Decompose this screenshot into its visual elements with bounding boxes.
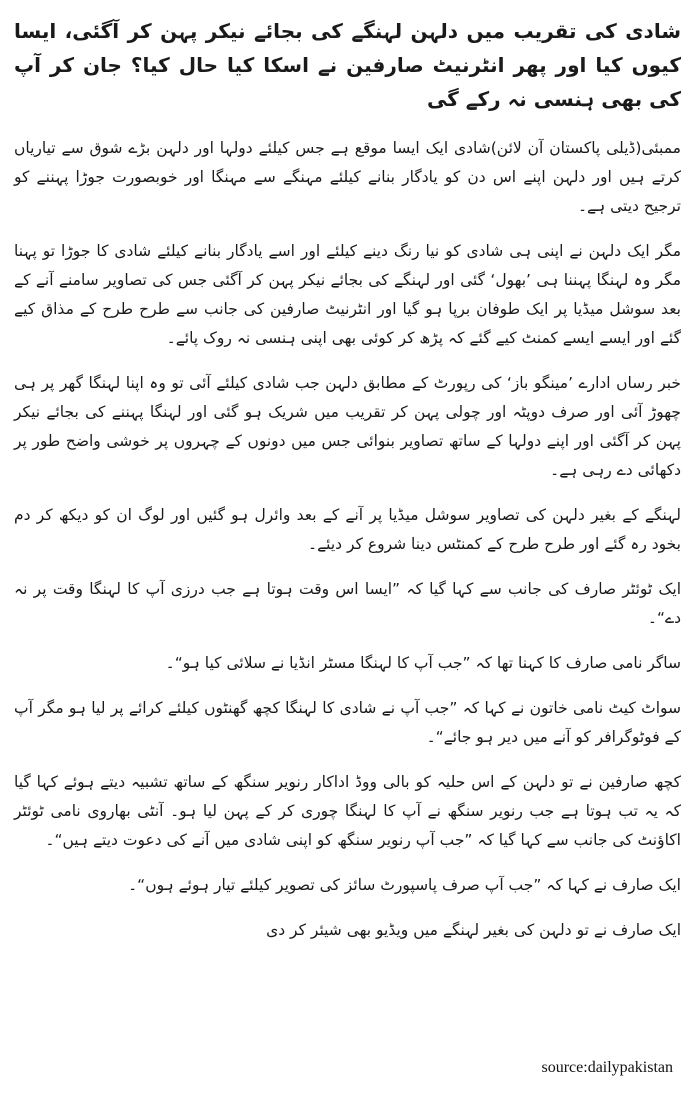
article-paragraph-7: سواٹ کیٹ نامی خاتون نے کہا کہ ”جب آپ نے شادی کا لہنگا کچھ گھنٹوں کیلئے کرائے پر لیا ہو مگر آپ کے فوٹوگرافر کو آنے میں دیر ہو جائے“۔	[14, 699, 681, 746]
article-paragraph-5: ایک ٹوئٹر صارف کی جانب سے کہا گیا کہ ”ایسا اس وقت ہوتا ہے جب درزی آپ کا لہنگا وقت پر نہ دے“۔	[14, 580, 681, 627]
article-paragraph-1: ممبئی(ڈیلی پاکستان آن لائن)شادی ایک ایسا موقع ہے جس کیلئے دولہا اور دلہن بڑے شوق سے تیاریاں کرتے ہیں اور دلہن اپنے اس دن کو یادگار بنانے کیلئے مہنگے سے مہنگا اور خوبصورت جوڑا پہننے کو ترجیح دیتی ہے۔	[14, 139, 681, 215]
source-credit: source:dailypakistan	[541, 1059, 673, 1076]
article-headline: شادی کی تقریب میں دلہن لہنگے کی بجائے نیکر پہن کر آگئی، ایسا کیوں کیا اور پھر انٹرنیٹ صارفین نے اسکا کیا حال کیا؟ جان کر آپ کی بھی ہنسی نہ رکے گی	[14, 19, 681, 111]
article-paragraph-2: مگر ایک دلہن نے اپنی ہی شادی کو نیا رنگ دینے کیلئے اور اسے یادگار بنانے کیلئے شادی کا جوڑا تو پہنا مگر وہ لہنگا پہننا ہی ’بھول‘ گئی اور لہنگے کی بجائے نیکر پہن کر آگئی جس کی تصاویر سامنے آنے کے بعد سوشل میڈیا پر ایک طوفان برپا ہو گیا اور انٹرنیٹ صارفین کی جانب سے طرح طرح کے مذاق کیے گئے اور ایسے ایسے کمنٹ کیے گئے کہ پڑھ کر کوئی بھی اپنی ہنسی نہ روک پائے۔	[14, 242, 681, 347]
article-paragraph-6: ساگر نامی صارف کا کہنا تھا کہ ”جب آپ کا لہنگا مسٹر انڈیا نے سلائی کیا ہو“۔	[165, 654, 681, 672]
article-paragraph-3: خبر رساں ادارے ’مینگو باز‘ کی رپورٹ کے مطابق دلہن جب شادی کیلئے آئی تو وہ اپنا لہنگا گھر پر ہی چھوڑ آئی اور صرف دوپٹہ اور چولی پہن کر تقریب میں شریک ہو گئی اور لہنگا پہننے کی بجائے نیکر پہن کر آگئی اور اپنے دولہا کے ساتھ تصاویر بنوائی جس میں دونوں کے چہروں پر خوشی واضح طور پر دکھائی دے رہی ہے۔	[14, 374, 681, 479]
article-paragraph-4: لہنگے کے بغیر دلہن کی تصاویر سوشل میڈیا پر آنے کے بعد وائرل ہو گئیں اور لوگ ان کو دیکھ کر دم بخود رہ گئے اور طرح طرح کے کمنٹس دینا شروع کر دیئے۔	[14, 506, 681, 553]
article-paragraph-10: ایک صارف نے تو دلہن کی بغیر لہنگے میں ویڈیو بھی شیئر کر دی	[266, 921, 681, 939]
article-paragraph-8: کچھ صارفین نے تو دلہن کے اس حلیہ کو بالی ووڈ اداکار رنویر سنگھ کے ساتھ تشبیہ دیتے ہوئے کہا گیا کہ یہ تب ہوتا ہے جب رنویر سنگھ نے آپ کا لہنگا چوری کر کے پہن لیا ہو۔ آنٹی بھاروی نامی ٹوئٹر اکاؤنٹ کی جانب سے کہا گیا کہ ”جب آپ رنویر سنگھ کو اپنی شادی میں آنے کی دعوت دیتے ہیں“۔	[14, 773, 681, 849]
article-body	[14, 0, 681, 961]
article-paragraph-9: ایک صارف نے کہا کہ ”جب آپ صرف پاسپورٹ سائز کی تصویر کیلئے تیار ہوئے ہوں“۔	[128, 876, 681, 894]
